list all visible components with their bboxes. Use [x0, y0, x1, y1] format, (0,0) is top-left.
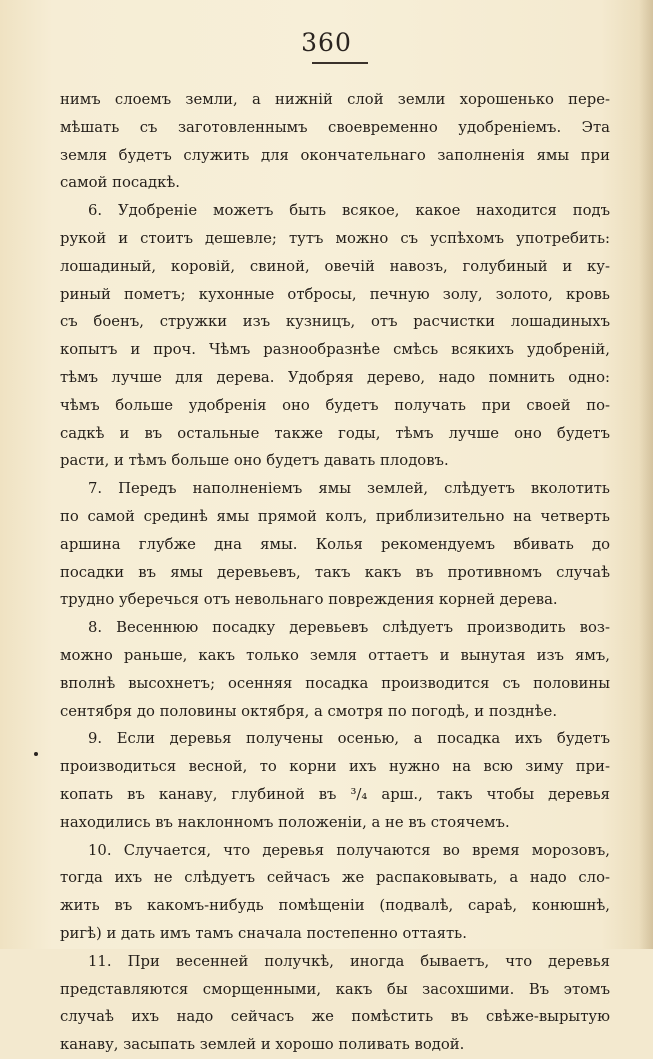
page-number: 360 — [301, 28, 352, 57]
text-line: трудно уберечься отъ невольнаго повреждения корней дерева. — [60, 591, 558, 609]
text-line: самой посадкѣ. — [60, 174, 180, 192]
text-line: копать въ канаву, глубиной въ ³/₄ арш., такъ чтобы деревья — [60, 785, 610, 803]
text-line: 6. Удобреніе можетъ быть всякое, какое находится подъ — [88, 202, 610, 220]
text-line: 7. Передъ наполненіемъ ямы землей, слѣдуетъ вколотить — [88, 480, 610, 498]
text-line: нимъ слоемъ земли, а нижній слой земли хорошенько пере- — [60, 91, 610, 108]
text-line: риный пометъ; кухонные отбросы, печную золу, золото, кровь — [60, 285, 610, 303]
text-line: расти, и тѣмъ больше оно будетъ давать плодовъ. — [60, 452, 449, 470]
text-line: случаѣ ихъ надо сейчасъ же помѣстить въ свѣже-вырытую — [60, 1008, 610, 1026]
text-line: копытъ и проч. Чѣмъ разнообразнѣе смѣсь всякихъ удобреній, — [60, 341, 610, 359]
text-line: рукой и стоитъ дешевле; тутъ можно съ успѣхомъ употребить: — [60, 229, 610, 247]
body-text — [60, 86, 610, 1059]
text-line: садкѣ и въ остальные также годы, тѣмъ лучше оно будетъ — [60, 424, 610, 442]
text-line: аршина глубже дна ямы. Колья рекомендуемъ вбивать до — [60, 535, 610, 553]
text-line: по самой срединѣ ямы прямой колъ, приблизительно на четверть — [60, 507, 610, 525]
text-line: посадки въ ямы деревьевъ, такъ какъ въ противномъ случаѣ — [60, 563, 610, 581]
text-line: жить въ какомъ-нибудь помѣщеніи (подвалѣ, сараѣ, конюшнѣ, — [60, 897, 610, 915]
text-line: производиться весной, то корни ихъ нужно на всю зиму при- — [60, 758, 610, 776]
text-line: лошадиный, коровій, свиной, овечій навозъ, голубиный и ку- — [60, 257, 610, 275]
text-line: можно раньше, какъ только земля оттаетъ и вынутая изъ ямъ, — [60, 646, 610, 664]
text-line: 11. При весенней получкѣ, иногда бываетъ, что деревья — [88, 952, 610, 970]
text-line: представляются сморщенными, какъ бы засохшими. Въ этомъ — [60, 980, 610, 998]
ink-dot-mark — [34, 752, 38, 756]
text-line: канаву, засыпать землей и хорошо поливать водой. — [60, 1036, 465, 1054]
text-line: съ боенъ, стружки изъ кузницъ, отъ расчистки лошадиныхъ — [60, 313, 610, 331]
page-number-underline — [312, 62, 368, 64]
page-edge-shadow — [639, 0, 653, 949]
text-line: ригѣ) и дать имъ тамъ сначала постепенно оттаять. — [60, 924, 467, 942]
text-line: находились въ наклонномъ положеніи, а не въ стоячемъ. — [60, 813, 510, 831]
text-line: вполнѣ высохнетъ; осенняя посадка производится съ половины — [60, 674, 610, 692]
text-line: 10. Случается, что деревья получаются во время морозовъ, — [88, 841, 610, 859]
text-line: чѣмъ больше удобренія оно будетъ получать при своей по- — [60, 396, 610, 414]
text-line: 8. Весеннюю посадку деревьевъ слѣдуетъ производить воз- — [88, 619, 610, 637]
text-line: земля будетъ служить для окончательнаго заполненія ямы при — [60, 146, 610, 164]
text-line: тѣмъ лучше для дерева. Удобряя дерево, надо помнить одно: — [60, 368, 610, 386]
text-line: 9. Если деревья получены осенью, а посадка ихъ будетъ — [88, 730, 610, 748]
text-line: тогда ихъ не слѣдуетъ сейчасъ же распаковывать, а надо сло- — [60, 869, 610, 887]
text-line: сентября до половины октября, а смотря по погодѣ, и позднѣе. — [60, 702, 558, 720]
text-line: мѣшать съ заготовленнымъ своевременно удобреніемъ. Эта — [60, 118, 610, 136]
